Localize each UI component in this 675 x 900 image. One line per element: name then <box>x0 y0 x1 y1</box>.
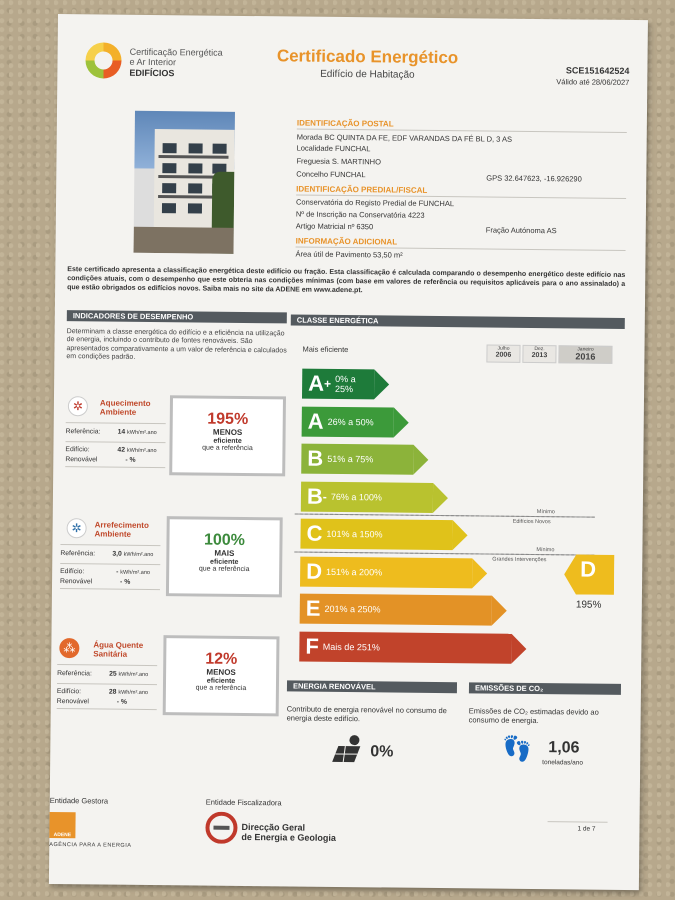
energy-class-bar-4 <box>300 519 452 551</box>
cooling-pct: 100% <box>203 531 246 549</box>
year-2006 <box>486 345 520 363</box>
adicional-area: Área útil de Pavimento 53,50 m² <box>295 249 403 260</box>
cooling-compare: que a referência <box>198 565 250 574</box>
dgeg-logo-icon <box>205 812 237 844</box>
page-number: 1 de 7 <box>577 825 596 833</box>
certificate-page <box>49 14 648 890</box>
renovavel-value: 0% <box>370 743 394 761</box>
ref-label: Referência: <box>57 670 92 678</box>
ref-label: Referência: <box>60 550 96 558</box>
edificio-label: Edifício: <box>65 446 90 454</box>
logo-line-3: EDIFÍCIOS <box>129 67 175 78</box>
energy-class-letter: B <box>306 483 323 509</box>
energy-class-arrow-tip <box>511 633 526 663</box>
emissoes-heading: EMISSÕES DE CO₂ <box>469 682 621 695</box>
grandes-intervencoes-label: Grandes Intervenções <box>492 556 547 564</box>
energy-class-arrow-tip <box>394 407 409 437</box>
heating-pct: 195% <box>207 410 249 429</box>
minimo-label-2: Mínimo <box>536 547 555 554</box>
indicator-cooling-edificio-row <box>60 568 150 576</box>
heating-fan-icon: ✲ <box>68 396 88 416</box>
emissoes-unit: toneladas/ano <box>542 759 584 767</box>
energy-class-range: Mais de 251% <box>322 641 380 652</box>
dgeg-name-2: de Energia e Geologia <box>241 832 336 844</box>
energy-class-sup: - <box>322 489 327 504</box>
energy-class-sup: + <box>323 376 332 391</box>
energy-class-bar-6 <box>300 594 492 626</box>
cooling-fan-icon: ✲ <box>67 518 87 538</box>
energy-class-bar-3 <box>301 481 433 512</box>
energy-class-range: 0% a 25% <box>334 373 356 395</box>
year-2006-value: 2006 <box>495 351 512 359</box>
adene-logo <box>49 812 75 838</box>
sce-logo-icon <box>85 42 121 78</box>
renovavel-heading: ENERGIA RENOVÁVEL <box>287 680 457 693</box>
energy-class-range: 201% a 250% <box>324 603 381 615</box>
energy-class-letter: A <box>307 408 324 434</box>
indicator-heating-ref-row <box>65 428 157 437</box>
page-subtitle: Edifício de Habitação <box>320 68 415 81</box>
water-drops-icon: ⁂ <box>59 638 79 658</box>
energy-class-arrow-tip <box>472 558 487 588</box>
year-2016-value: 2016 <box>575 351 596 362</box>
postal-morada: Morada BC QUINTA DA FE, EDF VARANDAS DA FÉ BL D, 3 AS <box>296 132 513 144</box>
heating-word2: eficiente <box>213 437 242 445</box>
heating-compare: que a referência <box>202 445 253 453</box>
energy-class-arrow-tip <box>452 520 467 550</box>
indicator-heating-title-1: Aquecimento <box>99 398 151 408</box>
adene-subtitle: AGÊNCIA PARA A ENERGIA <box>49 841 132 849</box>
energy-class-bar-0 <box>302 369 374 400</box>
logo-line-1: Certificação Energética <box>129 46 223 58</box>
heating-word: MENOS <box>212 427 243 437</box>
predial-fracao: Fração Autónoma AS <box>485 225 557 236</box>
indicator-cooling-ref-row <box>60 550 154 559</box>
energy-class-letter: C <box>306 520 323 546</box>
rating-letter: D <box>580 556 597 582</box>
dgeg-name-1: Direcção Geral <box>241 821 306 833</box>
certificate-number: SCE151642524 <box>565 65 630 76</box>
cooling-ref-unit: kWh/m².ano <box>123 551 154 559</box>
postal-localidade: Localidade FUNCHAL <box>296 143 371 154</box>
valid-until: Válido até 28/06/2027 <box>556 77 630 87</box>
rating-value: 195% <box>575 599 602 611</box>
heating-edificio-unit: kWh/m².ano <box>126 447 157 455</box>
indicators-intro: Determinam a classe energética do edifício e a eficiência na utilização de energia, incluindo o contributo de fontes renováveis. São apresentados comparativamente a um valor de referência e calculados em condições padrão. <box>66 328 287 361</box>
cooling-word: MAIS <box>214 548 235 558</box>
energy-class-arrow-tip <box>433 482 448 512</box>
energy-class-letter: F <box>305 633 319 659</box>
cooling-edificio-unit: kWh/m².ano <box>120 569 150 576</box>
postal-gps: GPS 32.647623, -16.926290 <box>486 173 582 184</box>
heating-renovavel-value: - % <box>125 456 136 464</box>
indicator-heating-title-2: Ambiente <box>99 407 137 418</box>
year-2013-month: Dez. <box>534 346 545 353</box>
heating-result-box <box>169 395 286 476</box>
emissoes-text: Emissões de CO₂ estimadas devido ao consumo de energia. <box>468 706 599 726</box>
indicator-water-edificio-row <box>56 688 149 696</box>
indicator-heating-title <box>100 398 151 417</box>
indicator-cooling-title <box>95 520 149 539</box>
classe-heading: CLASSE ENERGÉTICA <box>291 314 625 328</box>
solar-panel-icon <box>330 732 364 764</box>
year-2013-value: 2013 <box>531 351 548 360</box>
renovavel-text: Contributo de energia renovável no consumo de energia deste edifício. <box>286 704 447 724</box>
indicators-heading: INDICADORES DE DESEMPENHO <box>67 310 287 323</box>
cooling-result-box <box>166 516 283 597</box>
water-word2: eficiente <box>206 677 236 685</box>
heating-ref-unit: kWh/m².ano <box>127 429 157 437</box>
indicator-water-renovavel-row <box>56 698 128 706</box>
water-ref-value: 25 <box>109 670 117 678</box>
edificio-label: Edifício: <box>60 568 85 576</box>
year-2016-month: Janeiro <box>577 346 594 353</box>
logo-line-2: e Ar Interior <box>129 57 177 68</box>
water-compare: que a referência <box>195 684 247 693</box>
predial-inscricao: Nº de Inscrição na Conservatória 4223 <box>295 209 425 220</box>
indicator-water-title-2: Sanitária <box>93 649 128 659</box>
predial-artigo: Artigo Matricial nº 6350 <box>295 221 374 232</box>
postal-heading: IDENTIFICAÇÃO POSTAL <box>296 118 394 129</box>
water-ref-unit: kWh/m².ano <box>118 671 149 678</box>
water-edificio-value: 28 <box>108 688 117 696</box>
energy-class-bar-1 <box>302 406 394 437</box>
renovavel-label: Renovável <box>60 578 93 586</box>
water-edificio-unit: kWh/m².ano <box>118 689 149 696</box>
renovavel-label: Renovável <box>65 456 98 464</box>
energy-class-letter: E <box>305 595 321 621</box>
year-2016 <box>558 345 612 364</box>
mais-eficiente-label: Mais eficiente <box>302 344 349 355</box>
energy-class-range: 51% a 75% <box>327 453 374 465</box>
indicator-water-title <box>93 640 143 659</box>
energy-class-letter: B <box>307 445 324 471</box>
energy-class-range: 151% a 200% <box>326 566 383 577</box>
heating-ref-value: 14 <box>117 428 126 436</box>
edificio-label: Edifício: <box>56 688 82 696</box>
energy-class-bar-2 <box>301 444 413 475</box>
renovavel-label: Renovável <box>56 698 89 706</box>
indicator-cooling-title-1: Arrefecimento <box>94 520 149 530</box>
indicator-cooling-title-2: Ambiente <box>94 529 132 539</box>
program-logo-text <box>129 47 222 79</box>
energy-class-range: 26% a 50% <box>327 416 374 427</box>
adicional-heading: INFORMAÇÃO ADICIONAL <box>295 236 398 247</box>
energy-class-range: 101% a 150% <box>326 528 383 540</box>
water-renovavel-value: - % <box>116 698 128 706</box>
energy-class-bar-7 <box>299 631 511 663</box>
intro-text: Este certificado apresenta a classificação energética deste edifício ou fração. Esta classificação é calculada comparando o desempenho energético deste edifício nas condições atuais, com o desempenho que este obteria nas condições mínimas (com base em valores de referência ou requisitos aplicáveis para o ano assinalado) a que estão obrigados os edifícios novos. Saiba mais no site da ADENE em www.adene.pt. <box>67 266 626 295</box>
cooling-ref-value: 3,0 <box>112 550 122 558</box>
energy-class-arrow-tip <box>374 369 389 399</box>
energy-class-arrow-tip <box>492 596 507 626</box>
energy-class-letter: A <box>308 370 325 396</box>
cooling-edificio-value: - <box>116 568 119 576</box>
cooling-renovavel-value: - % <box>120 578 131 586</box>
energy-class-arrow-tip <box>413 445 428 475</box>
water-pct: 12% <box>205 650 238 668</box>
energy-class-letter: D <box>306 558 323 584</box>
water-word: MENOS <box>206 667 236 677</box>
entidade-fiscalizadora-label: Entidade Fiscalizadora <box>205 797 282 808</box>
indicator-cooling-renovavel-row <box>60 578 131 586</box>
heating-edificio-value: 42 <box>117 446 126 454</box>
footprint-icon: 👣 <box>502 735 533 764</box>
predial-heading: IDENTIFICAÇÃO PREDIAL/FISCAL <box>296 184 428 195</box>
energy-class-bar-5 <box>300 556 472 588</box>
ref-label: Referência: <box>65 428 101 436</box>
building-photo <box>134 111 235 254</box>
page-title: Certificado Energético <box>276 46 459 68</box>
adene-logo-text: ADENE <box>53 831 72 839</box>
postal-freguesia: Freguesia S. MARTINHO <box>296 156 381 167</box>
indicator-heating-renovavel-row <box>65 456 136 464</box>
indicator-water-ref-row <box>57 670 149 678</box>
indicator-water-title-1: Água Quente <box>93 640 144 650</box>
energy-class-range: 76% a 100% <box>330 491 382 502</box>
postal-concelho: Concelho FUNCHAL <box>296 169 366 180</box>
cooling-word2: eficiente <box>210 558 239 566</box>
water-result-box <box>163 635 280 716</box>
dgeg-name <box>241 822 336 844</box>
minimo-label-1: Mínimo <box>536 509 555 516</box>
predial-conservatoria: Conservatória do Registo Predial de FUNCHAL <box>295 197 455 209</box>
emissoes-value: 1,06 <box>548 739 580 757</box>
indicator-heating-edificio-row <box>65 446 157 455</box>
year-2013 <box>522 345 556 363</box>
year-2006-month: Julho <box>497 345 510 352</box>
edificios-novos-label: Edifícios Novos <box>512 518 551 526</box>
entidade-gestora-label: Entidade Gestora <box>49 795 109 806</box>
